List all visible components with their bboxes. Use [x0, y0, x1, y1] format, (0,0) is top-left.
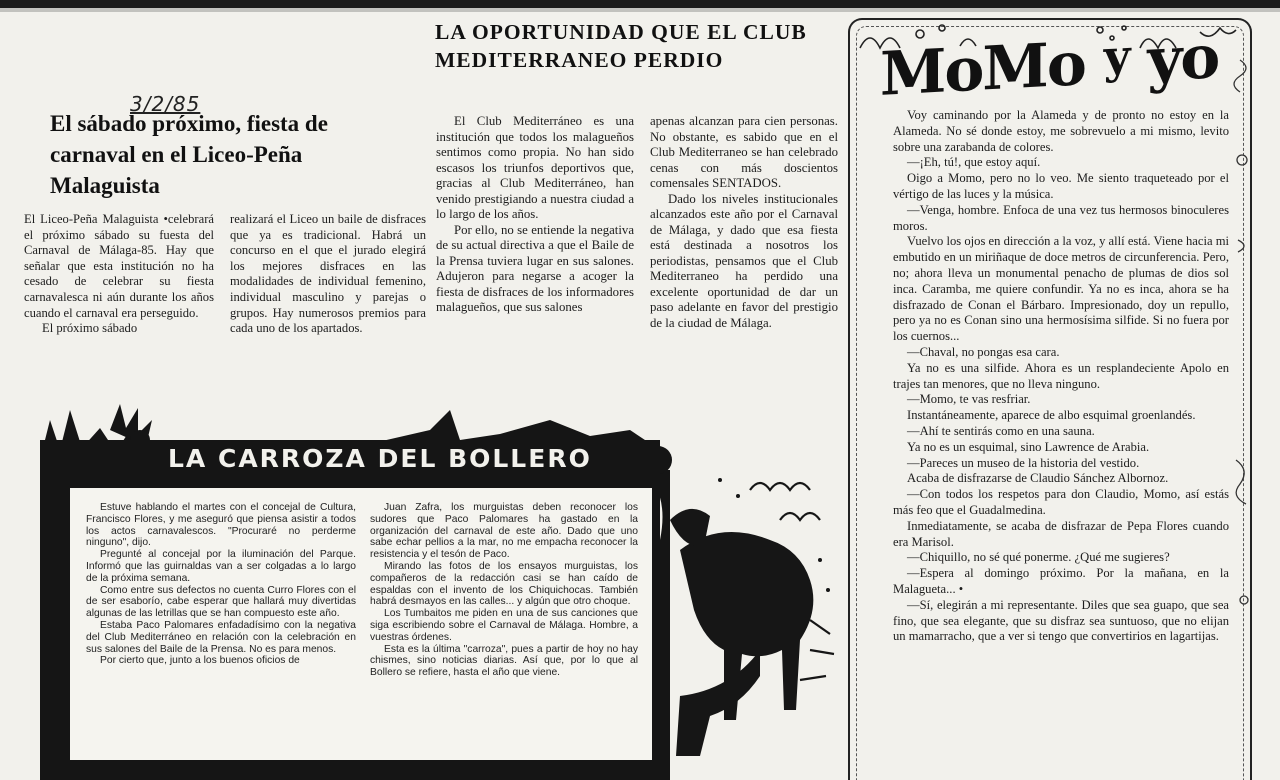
left-article-column-2 — [230, 212, 426, 337]
momo-paragraph: —¡Eh, tú!, que estoy aquí. — [907, 155, 1041, 170]
middle-article-column-1 — [436, 114, 634, 316]
carroza-paragraph: Por cierto que, junto a los buenos oficios de — [100, 655, 300, 667]
carroza-column-1 — [86, 502, 356, 667]
left-paragraph: realizará el Liceo un baile de disfraces que ya es tradicional. Habrá un concurso en el que el jurado elegirá los mejores disfraces en las modalidades de individual femenino, individual masculino y parejas o grupos. Hay numerosos premios para cada uno de los apartados. — [230, 212, 426, 336]
carroza-paragraph: Los Tumbaitos me piden en una de sus canciones que siga escribiendo sobre el Carnaval de Málaga. Hombre, a vuestras órdenes. — [370, 608, 638, 643]
momo-paragraph: Vuelvo los ojos en dirección a la voz, y allí está. Viene hacia mi embutido en un miriñaque de doce metros de circunferencia. Pero, no; ahora lleva un monumental penacho de plumas de dios sol inca. Caramba, me quiere confundir. Ya no es inca, ahora se ha disfrazado de Conan el Bárbaro. Impresionado, doy un repullo, pero ya no es Conan sino una hermosísima silfide. Si no fuera por los cuernos... — [893, 234, 1229, 344]
handwritten-date: 3/2/85 — [130, 92, 201, 116]
momo-title-yo: yo — [1147, 22, 1219, 96]
left-paragraph: El Liceo-Peña Malaguista •celebrará el próximo sábado su fuesta del Carnaval de Málaga-85. Hay que señalar que esta institución no ha cesado de celebrar su fiesta carnavalesca ni aún durante los años cuando el carnaval era perseguido. — [24, 212, 214, 320]
carroza-title: LA CARROZA DEL BOLLERO — [168, 444, 592, 473]
carroza-paragraph: Esta es la última "carroza", pues a partir de hoy no hay chismes, sino noticias diarias. Así que, por lo que al Bollero se refiere, hasta el año que viene. — [370, 643, 638, 679]
carroza-paragraph: Como entre sus defectos no cuenta Curro Flores con el de ser esaborío, cabe esperar que hallará muy divertidas algunas de las letrillas que se han compuesto este año. — [86, 584, 356, 620]
momo-paragraph: —Chiquillo, no sé qué ponerme. ¿Qué me sugieres? — [907, 550, 1170, 565]
carroza-paragraph: Estaba Paco Palomares enfadadísimo con la negativa del Club Mediterráneo en relación con la celebración en sus salones del Baile de la Prensa. No es para menos. — [86, 619, 356, 655]
momo-paragraph: —Espera al domingo próximo. Por la mañana, en la Malagueta... • — [893, 566, 1229, 596]
carroza-column-2 — [370, 502, 638, 679]
left-headline: El sábado próximo, fiesta de carnaval en el Liceo-Peña Malaguista — [50, 111, 328, 198]
confetti-ornament-icon — [1230, 40, 1260, 740]
momo-title-y: y — [1103, 28, 1129, 85]
momo-paragraph: Acaba de disfrazarse de Claudio Sánchez Albornoz. — [907, 471, 1169, 486]
middle-paragraph: apenas alcanzan para cien personas. No obstante, es sabido que en el Club Mediterraneo se han celebrado cenas con más doscientos comensales SENTADOS. — [650, 114, 838, 190]
momo-paragraph: Oigo a Momo, pero no lo veo. Me siento traqueteado por el vértigo de las luces y la música. — [893, 171, 1229, 201]
carroza-paragraph: Mirando las fotos de los ensayos murguistas, los compañeros de la redacción casi se han caído de espaldas con el invento de los Chiquichocas. También habrá desmayos en las calles... y algún que otro choque. — [370, 560, 638, 608]
momo-paragraph: —Venga, hombre. Enfoca de una vez tus hermosos binoculeres moros. — [893, 202, 1229, 233]
momo-paragraph: Instantáneamente, aparece de albo esquimal groenlandés. — [907, 408, 1196, 423]
momo-paragraph: Voy caminando por la Alameda y de pronto no estoy en la Alameda. No sé donde estoy, me sobrevuelo a mi mismo, levito sobre una zarabanda de colores. — [893, 108, 1229, 154]
left-article-column-1 — [24, 212, 214, 337]
carroza-paragraph: Estuve hablando el martes con el concejal de Cultura, Francisco Flores, y me aseguró que piensa asistir a todos los actos carnavalescos. "Procuraré no perderme ninguno", dijo. — [86, 502, 356, 549]
momo-paragraph: Inmediatamente, se acaba de disfrazar de Pepa Flores cuando era Marisol. — [893, 518, 1229, 549]
momo-paragraph: —Ahí te sentirás como en una sauna. — [907, 423, 1095, 438]
momo-paragraph: —Con todos los respetos para don Claudio, Momo, así estás más feo que el Guadalmedina. — [893, 487, 1229, 517]
momo-paragraph: —Sí, elegirán a mi representante. Diles que sea guapo, que sea fino, que sea elegante, que su disfraz sea suntuoso, que no elijan un mamarracho, que a ver si tengo que convertirios en lagartijas. — [893, 597, 1229, 644]
momo-article-body — [893, 108, 1229, 645]
left-paragraph: El próximo sábado — [42, 321, 138, 336]
middle-paragraph: Por ello, no se entiende la negativa de su actual directiva a que el Baile de la Prensa tuviera lugar en sus salones. Adujeron para negarse a acoger la fiesta de disfraces de los informadores malagueños, que sus salones — [436, 222, 634, 314]
momo-paragraph: Ya no es una silfide. Ahora es un resplandeciente Apolo en trajes tan menores, que no lleva ninguno. — [893, 360, 1229, 391]
middle-article-column-2 — [650, 114, 838, 331]
momo-title-word: MoMo — [880, 29, 1085, 110]
momo-paragraph: —Chaval, no pongas esa cara. — [907, 344, 1060, 359]
momo-paragraph: —Pareces un museo de la historia del vestido. — [907, 455, 1140, 470]
carroza-paragraph: Pregunté al concejal por la iluminación del Parque. Informó que las guirnaldas van a ser colgadas a lo largo de la próxima semana. — [86, 549, 356, 584]
middle-paragraph: El Club Mediterráneo es una institución que todos los malagueños sentimos como propia. No han sido escasos los triunfos deportivos que, gracias al Club Mediterráneo, han venido prestigiando a nuestra ciudad a lo largo de los años. — [436, 114, 634, 221]
momo-paragraph: Ya no es un esquimal, sino Lawrence de Arabia. — [907, 439, 1150, 454]
carroza-paragraph: Juan Zafra, los murguistas deben reconocer los sudores que Paco Palomares ha gastado en la organización del carnaval de este año. Dado que uno sabe echar pellios a la mar, no me empacha reconocer la resistencia y el tesón de Paco. — [370, 502, 638, 561]
top-border-shadow — [0, 8, 1280, 12]
momo-paragraph: —Momo, te vas resfriar. — [907, 392, 1031, 407]
middle-headline: LA OPORTUNIDAD QUE EL CLUB MEDITERRANEO PERDIO — [435, 20, 807, 72]
middle-paragraph: Dado los niveles institucionales alcanzados este año por el Carnaval de Málaga, y dado que esa fiesta está destinada a nosotros los periodistas, pensamos que el Club Mediterraneo ha perdido una excelente oportunidad de dar un paso adelante en favor del prestigio de la ciudad de Málaga. — [650, 191, 838, 330]
carnival-horse-silhouette-icon — [660, 460, 845, 780]
top-border-band — [0, 0, 1280, 8]
